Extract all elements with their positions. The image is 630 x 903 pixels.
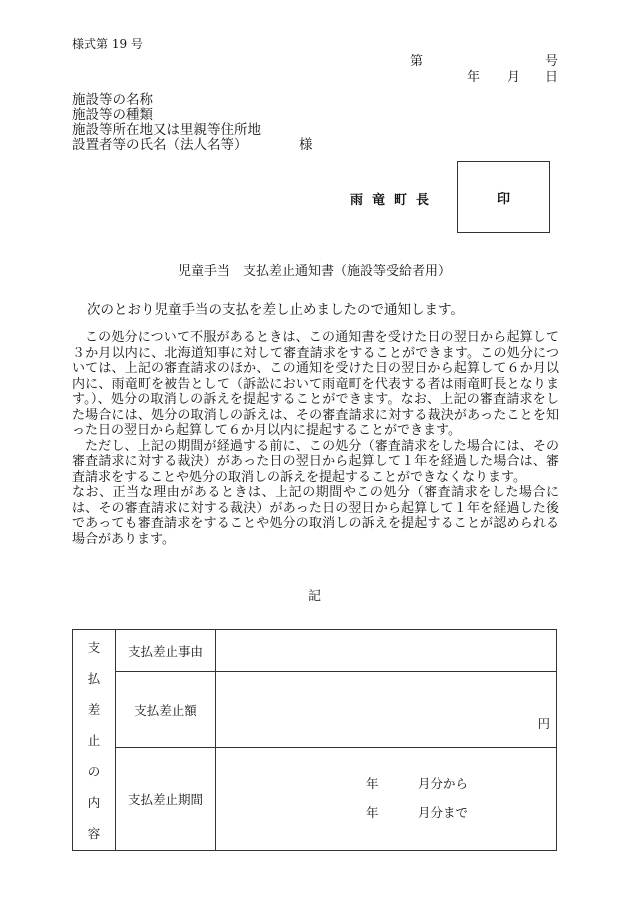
facility-address-label: 施設等所在地又は里親等住所地: [72, 122, 261, 138]
facility-name-label: 施設等の名称: [72, 92, 153, 108]
date-day: 日: [545, 70, 559, 85]
facility-type-label: 施設等の種類: [72, 107, 153, 123]
number-suffix: 号: [545, 54, 559, 69]
reason-label: 支払差止事由: [116, 630, 216, 672]
period-to: 年 月分まで: [366, 805, 469, 820]
seal-box: [457, 161, 550, 233]
period-from: 年 月分から: [366, 776, 469, 791]
period-value: [216, 748, 557, 851]
appeal-paragraph-1: この処分について不服があるときは、この通知書を受けた日の翌日から起算して３か月以内に、北海道知事に対して審査請求をすることができます。この処分については、上記の審査請求のほか、この通知を受けた日の翌日から起算して６か月以内に、雨竜町を被告として（訴訟において雨竜町を代表する者は雨竜町長となります。）、処分の取消しの訴えを提起することができます。なお、上記の審査請求をした場合には、処分の取消しの訴えは、その審査請求に対する裁決があったことを知った日の翌日から起算して６か月以内に提起することができます。: [72, 330, 559, 438]
number-prefix: 第: [410, 54, 424, 69]
date-month: 月: [507, 70, 521, 85]
document-title: 児童手当 支払差止通知書（施設等受給者用）: [178, 264, 452, 279]
appeal-notice: [72, 330, 559, 547]
operator-name-label: 設置者等の氏名（法人名等）: [72, 137, 248, 153]
yen-unit: 円: [537, 716, 550, 731]
reason-value: [216, 630, 557, 672]
honorific: 様: [299, 137, 313, 153]
amount-label: 支払差止額: [116, 672, 216, 748]
period-label: 支払差止期間: [116, 748, 216, 851]
form-number: 様式第 19 号: [72, 37, 143, 51]
side-header: 支 払 差 止 の 内 容: [73, 630, 116, 851]
appeal-paragraph-3: なお、正当な理由があるときは、上記の期間やこの処分（審査請求をした場合には、その審査請求に対する裁決）があった日の翌日から起算して１年を経過した後であっても審査請求をすることや処分の取消しの訴えを提起することが認められる場合があります。: [72, 485, 559, 547]
date-year: 年: [467, 70, 481, 85]
lead-sentence: 次のとおり児童手当の支払を差し止めましたので通知します。: [87, 302, 464, 318]
suspension-details-table: [72, 629, 557, 851]
amount-value: [216, 672, 557, 748]
ki-heading: 記: [308, 589, 322, 604]
seal-mark: 印: [496, 191, 510, 207]
appeal-paragraph-2: ただし、上記の期間が経過する前に、この処分（審査請求をした場合には、その審査請求に対する裁決）があった日の翌日から起算して１年を経過した場合は、審査請求をすることや処分の取消しの訴えを提起することができなくなります。: [72, 438, 559, 485]
mayor-title: 雨竜町長: [350, 193, 439, 208]
